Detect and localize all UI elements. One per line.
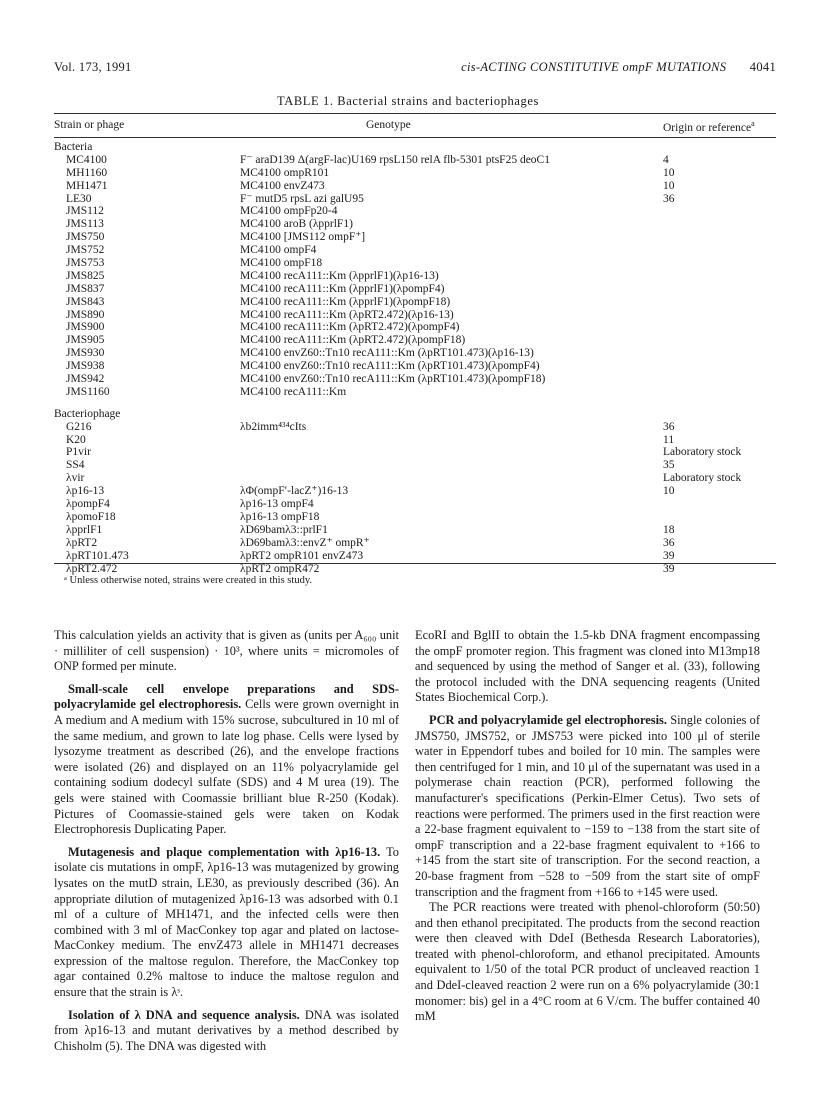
origin-cell: 10 xyxy=(663,166,675,179)
strain-cell: JMS930 xyxy=(66,347,105,360)
origin-cell: Laboratory stock xyxy=(663,446,742,459)
strain-cell: JMS890 xyxy=(66,308,105,321)
strain-cell: LE30 xyxy=(66,192,92,205)
table-row xyxy=(54,347,776,360)
table-row xyxy=(54,537,776,550)
section-label: Bacteria xyxy=(54,141,93,153)
genotype-cell: λD69bamλ3::envZ⁺ ompR⁺ xyxy=(240,536,370,549)
strain-cell: JMS825 xyxy=(66,269,105,282)
strain-cell: λpRT2.472 xyxy=(66,562,118,575)
paragraph-gap xyxy=(54,838,399,845)
strain-cell: λpomoF18 xyxy=(66,510,116,523)
table-row xyxy=(54,472,776,485)
genotype-cell: MC4100 envZ60::Tn10 recA111::Km (λpRT101.473)(λp16-13) xyxy=(240,347,534,360)
strain-cell: P1vir xyxy=(66,446,91,459)
section-label: Bacteriophage xyxy=(54,407,121,420)
table-row xyxy=(54,421,776,434)
genotype-cell: MC4100 envZ60::Tn10 recA111::Km (λpRT101.473)(λpompF4) xyxy=(240,360,540,373)
genotype-cell: F⁻ mutD5 rpsL azi galU95 xyxy=(240,192,364,205)
genotype-cell: MC4100 envZ473 xyxy=(240,179,325,192)
origin-cell: 39 xyxy=(663,549,675,562)
origin-cell: 10 xyxy=(663,179,675,192)
paragraph-heading: Small-scale cell envelope preparations and SDS-polyacrylamide gel electrophoresis. xyxy=(54,681,399,712)
column-header-genotype: Genotype xyxy=(366,119,411,131)
genotype-cell: MC4100 recA111::Km (λpRT2.472)(λpompF18) xyxy=(240,334,466,347)
table-row xyxy=(54,334,776,347)
origin-cell: 11 xyxy=(663,433,675,446)
table-row xyxy=(54,257,776,270)
table-row xyxy=(54,360,776,373)
genotype-cell: MC4100 envZ60::Tn10 recA111::Km (λpRT101.473)(λpompF18) xyxy=(240,373,546,386)
strain-cell: λvir xyxy=(66,472,85,485)
table-row xyxy=(54,550,776,563)
genotype-cell: λpRT2 ompR101 envZ473 xyxy=(240,549,364,562)
genotype-cell: MC4100 recA111::Km (λpprlF1)(λpompF18) xyxy=(240,295,451,308)
origin-cell: 35 xyxy=(663,459,675,472)
strain-cell: JMS905 xyxy=(66,334,105,347)
table-row xyxy=(54,244,776,257)
paragraph-heading: PCR and polyacrylamide gel electrophoresis. xyxy=(429,712,667,727)
strain-cell: G216 xyxy=(66,420,92,433)
table-row xyxy=(54,498,776,511)
table-row xyxy=(54,154,776,167)
paragraph-text: Cells were grown overnight in A medium and A medium with 15% sucrose, subcultured in 10 ml of the same medium, and grown to late log phase. Cells were lysed by lysozyme treatment as described (26), and the envelope fractions were isolated (26) and displayed on an 11% polyacrylamide gel containing sodium dodecyl sulfate (SDS) and 4 M urea (19). The gels were stained with Coomassie brilliant blue R-250 (Kodak). Pictures of Coomassie-stained gels were taken on Kodak Electrophoresis Duplicating Paper. xyxy=(54,697,399,837)
column-header-strain: Strain or phage xyxy=(54,119,125,131)
strain-cell: JMS113 xyxy=(66,218,104,231)
origin-cell: 36 xyxy=(663,192,675,205)
body-paragraph xyxy=(54,628,399,675)
paragraph-text: The PCR reactions were treated with phenol-chloroform (50:50) and then ethanol precipitated. The products from the second reaction were then cleaved with DdeI (Bethesda Research Laboratories), treated with phenol-chloroform, and ethanol precipitated. Amounts equivalent to 1/50 of the total PCR product of uncleaved reaction 1 and DdeI-cleaved reaction 2 were run on a 6% polyacrylamide (30:1 monomer: bis) gel in a 4°C room at 6 V/cm. The buffer contained 40 mM xyxy=(415,900,760,1024)
table-row xyxy=(54,231,776,244)
strain-cell: JMS752 xyxy=(66,244,105,257)
genotype-cell: MC4100 [JMS112 ompF⁺] xyxy=(240,231,366,244)
table-header xyxy=(54,119,776,137)
genotype-cell: F⁻ araD139 Δ(argF-lac)U169 rpsL150 relA flb-5301 ptsF25 deoC1 xyxy=(240,153,550,166)
body-paragraph xyxy=(54,845,399,1001)
paragraph-heading: Isolation of λ DNA and sequence analysis. xyxy=(68,1007,300,1022)
table-header-rule xyxy=(54,137,776,138)
paragraph-text: EcoRI and BglII to obtain the 1.5-kb DNA fragment encompassing the ompF promoter region. This fragment was cloned into M13mp18 and sequenced by using the method of Sanger et al. (33), following the protocol included with the DNA sequencing reagents (United States Biochemical Corp.). xyxy=(415,628,760,705)
table-row xyxy=(54,180,776,193)
running-title: cis-ACTING CONSTITUTIVE ompF MUTATIONS xyxy=(461,60,727,74)
strain-cell: JMS750 xyxy=(66,231,105,244)
table-row xyxy=(54,309,776,322)
genotype-cell: MC4100 recA111::Km (λpRT2.472)(λp16-13) xyxy=(240,308,454,321)
paragraph-gap xyxy=(415,706,760,713)
paragraph-gap xyxy=(54,675,399,682)
genotype-cell: λp16-13 ompF18 xyxy=(240,510,320,523)
table-row xyxy=(54,218,776,231)
genotype-cell: λΦ(ompF′-lacZ⁺)16-13 xyxy=(240,485,349,498)
strain-cell: JMS843 xyxy=(66,295,105,308)
strain-cell: λpRT101.473 xyxy=(66,549,129,562)
table-row xyxy=(54,193,776,206)
column-header-origin: Origin or reference$^a$ xyxy=(663,119,755,134)
table-bottom-rule xyxy=(54,563,776,564)
strain-cell: MH1160 xyxy=(66,166,108,179)
table-section-label xyxy=(54,141,776,154)
strain-cell: MC4100 xyxy=(66,153,107,166)
body-paragraph xyxy=(54,1008,399,1055)
table-caption: TABLE 1. Bacterial strains and bacteriophages xyxy=(276,94,540,108)
body-paragraph xyxy=(415,900,760,1025)
table-row xyxy=(54,563,776,576)
table-row xyxy=(54,270,776,283)
genotype-cell: MC4100 recA111::Km xyxy=(240,385,347,398)
table-row xyxy=(54,386,776,399)
body-paragraph xyxy=(54,682,399,838)
table-top-rule xyxy=(54,113,776,114)
right-text-column xyxy=(415,628,760,1025)
strain-cell: JMS900 xyxy=(66,321,105,334)
strain-cell: JMS942 xyxy=(66,373,105,386)
origin-cell: 36 xyxy=(663,536,675,549)
table-footnote: ᵃ Unless otherwise noted, strains were created in this study. xyxy=(64,575,313,586)
genotype-cell: MC4100 ompR101 xyxy=(240,166,330,179)
table-row xyxy=(54,459,776,472)
table-section-label xyxy=(54,408,776,421)
origin-cell: 18 xyxy=(663,523,675,536)
paragraph-text: Single colonies of JMS750, JMS752, or JMS753 were picked into 100 μl of sterile water in Eppendorf tubes and boiled for 10 min. The samples were then centrifuged for 1 min, and 10 μl of the supernatant was used in a polymerase chain reaction (PCR), performed following the manufacturer's specifications (Perkin-Elmer Cetus). Two sets of reactions were performed. The primers used in the first reaction were a 22-base fragment equivalent to −159 to −138 from the start site of ompF transcription and a 22-base fragment equivalent to +166 to +145 from the start site of transcription. For the second reaction, a 20-base fragment from −528 to −509 from the start site of ompF transcription and the fragment from +166 to +145 were used. xyxy=(415,712,760,899)
genotype-cell: MC4100 recA111::Km (λpprlF1)(λpompF4) xyxy=(240,282,445,295)
genotype-cell: MC4100 aroB (λpprlF1) xyxy=(240,218,353,231)
origin-cell: 10 xyxy=(663,485,675,498)
paragraph-text: To isolate cis mutations in ompF, λp16-13 was mutagenized by growing lysates on the mutD strain, LE30, as previously described (36). An appropriate dilution of mutagenized λp16-13 was adsorbed with 0.1 ml of a culture of MH1471, and the infected cells were then combined with 3 ml of MacConkey top agar and plated on lactose-MacConkey medium. The envZ473 allele in MH1471 decreases expression of the maltose regulon. Therefore, the MacConkey top agar contained 0.2% maltose to induce the maltose regulon and ensure that the strain is λˢ. xyxy=(54,844,399,1000)
paragraph-text: DNA was isolated from λp16-13 and mutant derivatives by a method described by Chisholm (5). The DNA was digested with xyxy=(54,1007,399,1053)
table-row xyxy=(54,511,776,524)
paragraph-gap xyxy=(54,1001,399,1008)
table-row xyxy=(54,485,776,498)
table-row xyxy=(54,167,776,180)
table-row xyxy=(54,434,776,447)
strain-cell: λp16-13 xyxy=(66,485,105,498)
strain-cell: JMS112 xyxy=(66,205,104,218)
strain-cell: JMS1160 xyxy=(66,385,110,398)
table-row xyxy=(54,283,776,296)
section-spacer xyxy=(54,399,776,408)
origin-cell: Laboratory stock xyxy=(663,472,742,485)
genotype-cell: MC4100 ompF4 xyxy=(240,244,317,257)
table-row xyxy=(54,205,776,218)
strain-cell: λpompF4 xyxy=(66,498,110,511)
body-paragraph xyxy=(415,628,760,706)
table-row xyxy=(54,321,776,334)
paragraph-heading: Mutagenesis and plaque complementation with λp16-13. xyxy=(68,844,381,859)
genotype-cell: MC4100 ompFp20-4 xyxy=(240,205,338,218)
strain-cell: λpprlF1 xyxy=(66,523,103,536)
running-header xyxy=(54,60,776,78)
strain-cell: λpRT2 xyxy=(66,536,98,549)
genotype-cell: λb2imm⁴³⁴cIts xyxy=(240,420,307,433)
genotype-cell: λpRT2 ompR472 xyxy=(240,562,320,575)
origin-cell: 39 xyxy=(663,562,675,575)
table-row xyxy=(54,373,776,386)
paragraph-text: This calculation yields an activity that is given as (units per A₆₀₀ unit · milliliter of cell suspension) · 10³, where units = micromoles of ONP formed per minute. xyxy=(54,628,399,674)
strain-cell: JMS837 xyxy=(66,282,105,295)
genotype-cell: λp16-13 ompF4 xyxy=(240,498,314,511)
strain-cell: SS4 xyxy=(66,459,85,472)
origin-cell: 4 xyxy=(663,153,669,166)
strain-cell: JMS938 xyxy=(66,360,105,373)
left-text-column xyxy=(54,628,399,1054)
page-number: 4041 xyxy=(749,60,776,74)
table-row xyxy=(54,446,776,459)
genotype-cell: MC4100 ompF18 xyxy=(240,257,323,270)
strain-cell: MH1471 xyxy=(66,179,108,192)
body-paragraph xyxy=(415,713,760,900)
strain-cell: JMS753 xyxy=(66,257,105,270)
table-row xyxy=(54,296,776,309)
genotype-cell: MC4100 recA111::Km (λpprlF1)(λp16-13) xyxy=(240,269,439,282)
volume-label: Vol. 173, 1991 xyxy=(54,60,132,74)
genotype-cell: MC4100 recA111::Km (λpRT2.472)(λpompF4) xyxy=(240,321,460,334)
table-body xyxy=(54,141,776,575)
strain-cell: K20 xyxy=(66,433,86,446)
genotype-cell: λD69bamλ3::prlF1 xyxy=(240,523,328,536)
origin-cell: 36 xyxy=(663,420,675,433)
table-row xyxy=(54,524,776,537)
